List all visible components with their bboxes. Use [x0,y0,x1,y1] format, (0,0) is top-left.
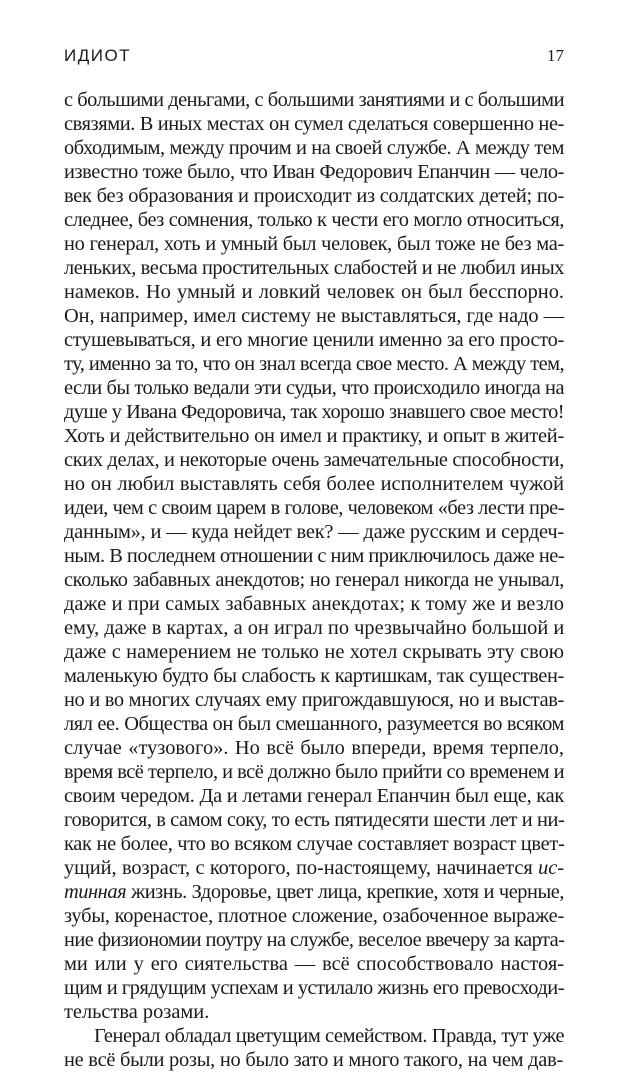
text-line [64,568,564,592]
text-line [64,952,564,976]
text-line [64,184,564,208]
text-line [64,304,564,328]
running-title: ИДИОТ [64,46,132,65]
text-line [64,592,564,616]
text-segment: Генерал обладал цветущим семейством. Правда, тут уже [94,1025,565,1047]
text-line [64,832,564,856]
text-segment: даже с намерением не только не хотел скрывать эту свою [64,641,564,663]
text-line [64,640,564,664]
text-line [64,280,564,304]
text-line [64,472,564,496]
text-segment: как не более, что во всяком случае составляет возраст цвет- [64,833,565,855]
text-segment: идеи, чем с своим царем в голове, человеком «без лести пре- [64,497,564,519]
text-segment: ми или у его сиятельства — всё способствовало настоя- [64,953,564,975]
text-segment: стушевываться, и его многие ценили именно за его просто- [64,329,564,351]
body-text [64,88,564,1072]
text-segment: душе у Ивана Федоровича, так хорошо знавшего свое место! [64,401,564,423]
text-line [64,496,564,520]
text-line [64,448,564,472]
text-segment: ущий, возраст, с которого, по-настоящему, начинается [64,857,539,879]
text-line [64,544,564,568]
text-segment: время всё терпело, и всё должно было прийти со временем и [64,761,565,783]
text-segment: леньких, весьма простительных слабостей и не любил иных [64,257,564,279]
text-segment: маленькую будто бы слабость к картишкам, так существен- [64,665,564,687]
text-segment: век без образования и происходит из солдатских детей; по- [64,185,564,207]
text-line [64,664,564,688]
text-segment: ным. В последнем отношении с ним приключилось даже не- [64,545,565,567]
text-line [64,232,564,256]
text-segment: не всё были розы, но было зато и много такого, на чем дав- [64,1049,564,1071]
text-segment: ему, даже в картах, а он играл по чрезвычайно большой и [64,617,565,639]
italic-text: ис- [538,857,564,879]
text-line [64,208,564,232]
text-segment: говорится, в самом соку, то есть пятидесяти шести лет и ни- [64,809,565,831]
text-segment: связями. В иных местах он сумел сделаться совершенно не- [64,113,564,135]
text-segment: намеков. Но умный и ловкий человек он был бесспорно. [64,281,564,303]
text-segment: тельства розами. [64,1001,210,1023]
text-segment: сколько забавных анекдотов; но генерал никогда не унывал, [64,569,564,591]
text-line [64,328,564,352]
text-segment: щим и грядущим успехам и устилало жизнь его превосходи- [64,977,564,999]
text-line [64,688,564,712]
text-line [64,760,564,784]
running-header [64,46,564,72]
text-segment: данным», и — куда нейдет век? — даже русским и сердеч- [64,521,564,543]
text-line [64,736,564,760]
text-segment: Хоть и действительно он имел и практику, и опыт в житей- [64,425,564,447]
text-segment: зубы, коренастое, плотное сложение, озабоченное выраже- [64,905,565,927]
text-line [64,376,564,400]
text-line [64,880,564,904]
text-line [64,904,564,928]
text-segment: если бы только ведали эти судьи, что происходило иногда на [64,377,564,399]
text-line [64,1000,564,1024]
text-line [64,136,564,160]
text-segment: ние физиономии поутру на службе, веселое ввечеру за карта- [64,929,565,951]
text-segment: жизнь. Здоровье, цвет лица, крепкие, хотя и черные, [126,881,564,903]
text-segment: ских делах, и некоторые очень замечательные способности, [64,449,564,471]
text-segment: но и во многих случаях ему пригождавшуюся, но и выстав- [64,689,564,711]
text-segment: с большими деньгами, с большими занятиями и с большими [64,89,564,111]
text-line [64,1024,564,1048]
text-segment: Он, например, имел систему не выставляться, где надо — [64,305,564,327]
text-line [64,256,564,280]
text-segment: случае «тузового». Но всё было впереди, время терпело, [64,737,564,759]
text-segment: известно тоже было, что Иван Федорович Епанчин — чело- [64,161,564,183]
text-line [64,400,564,424]
page-number: 17 [547,46,564,65]
text-line [64,976,564,1000]
text-line [64,520,564,544]
text-line [64,616,564,640]
text-line [64,1048,564,1072]
text-segment: обходимым, между прочим и на своей службе. А между тем [64,137,564,159]
text-line [64,352,564,376]
italic-text: тинная [64,881,127,903]
text-line [64,112,564,136]
text-line [64,856,564,880]
text-line [64,928,564,952]
text-segment: но генерал, хоть и умный был человек, был тоже не без ма- [64,233,564,255]
text-segment: ту, именно за то, что он знал всегда свое место. А между тем, [64,353,564,375]
text-segment: лял ее. Общества он был смешанного, разумеется во всяком [64,713,564,735]
text-segment: но он любил выставлять себя более исполнителем чужой [64,473,564,495]
text-line [64,784,564,808]
text-line [64,160,564,184]
text-segment: своим чередом. Да и летами генерал Епанчин был еще, как [64,785,565,807]
text-line [64,712,564,736]
text-segment: даже и при самых забавных анекдотах; к тому же и везло [64,593,564,615]
text-segment: следнее, без сомнения, только к чести его могло относиться, [64,209,564,231]
text-line [64,424,564,448]
text-line [64,808,564,832]
text-line [64,88,564,112]
